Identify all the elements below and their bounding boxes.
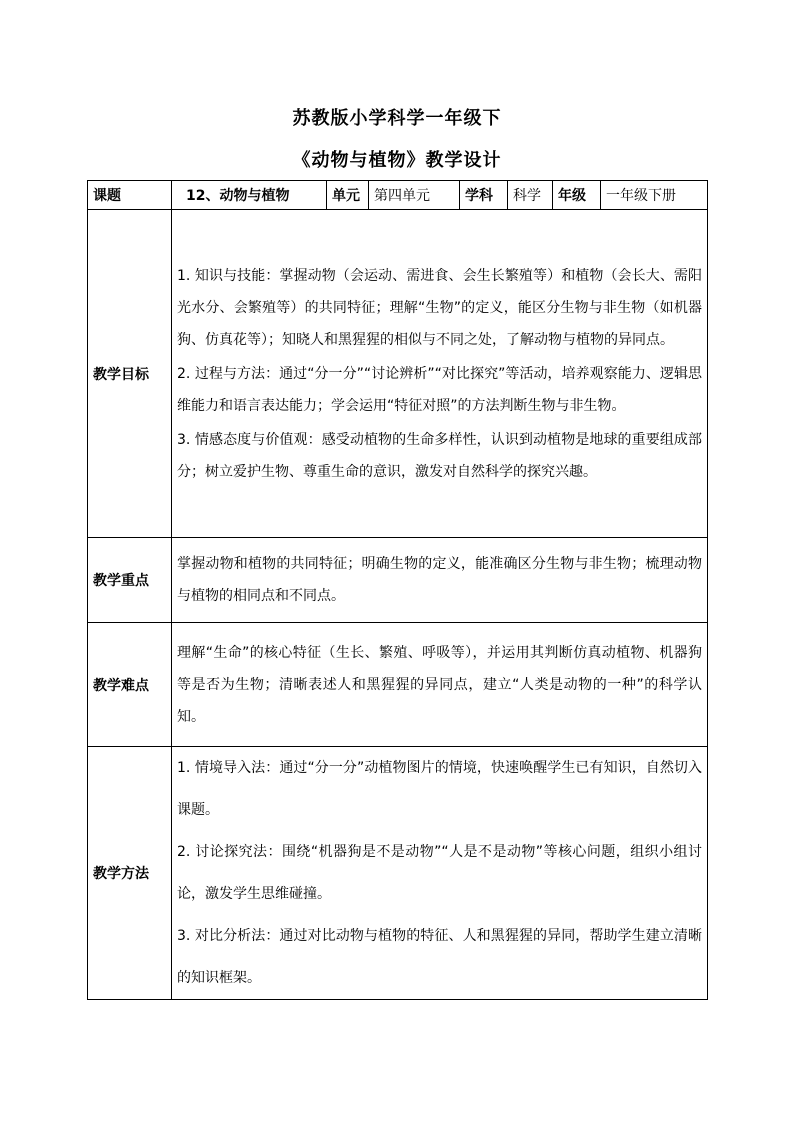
goals-attitude-text: 3. 情感态度与价值观：感受动植物的生命多样性，认识到动植物是地球的重要组成部分；树立爱护生物、尊重生命的意识，激发对自然科学的探究兴趣。 xyxy=(177,431,702,480)
unit-value: 第四单元 xyxy=(369,181,460,210)
goals-label: 教学目标 xyxy=(88,210,172,538)
unit-label: 单元 xyxy=(327,181,369,210)
goals-knowledge-text: 1. 知识与技能：掌握动物（会运动、需进食、会生长繁殖等）和植物（会长大、需阳光水分、会繁殖等）的共同特征；理解“生物”的定义，能区分生物与非生物（如机器狗、仿真花等）；知晓人和黑猩猩的相似与不同之处，了解动物与植物的异同点。 xyxy=(177,267,702,348)
goals-content xyxy=(172,210,708,538)
subject-value: 科学 xyxy=(508,181,553,210)
methods-comparison-text: 3. 对比分析法：通过对比动物与植物的特征、人和黑猩猩的异同，帮助学生建立清晰的知识框架。 xyxy=(177,928,702,986)
difficulties-text: 理解“生命”的核心特征（生长、繁殖、呼吸等），并运用其判断仿真动植物、机器狗等是否为生物；清晰表述人和黑猩猩的异同点，建立“人类是动物的一种”的科学认知。 xyxy=(177,644,702,725)
subject-label: 学科 xyxy=(460,181,508,210)
lesson-plan-table xyxy=(87,180,708,1000)
methods-content xyxy=(172,747,708,1000)
key-points-text: 掌握动物和植物的共同特征；明确生物的定义，能准确区分生物与非生物；梳理动物与植物的相同点和不同点。 xyxy=(177,556,702,604)
difficulties-label: 教学难点 xyxy=(88,623,172,747)
grade-label: 年级 xyxy=(553,181,601,210)
document-title: 苏教版小学科学一年级下 xyxy=(292,108,502,129)
key-points-row xyxy=(88,538,708,623)
lesson-label: 课题 xyxy=(88,181,172,210)
methods-situation-text: 1. 情境导入法：通过“分一分”动植物图片的情境，快速唤醒学生已有知识，自然切入课题。 xyxy=(177,760,702,818)
key-points-label: 教学重点 xyxy=(88,538,172,623)
header-row xyxy=(88,181,708,210)
difficulties-row xyxy=(88,623,708,747)
goals-process-text: 2. 过程与方法：通过“分一分”“讨论辨析”“对比探究”等活动，培养观察能力、逻辑思维能力和语言表达能力；学会运用“特征对照”的方法判断生物与非生物。 xyxy=(177,365,702,414)
key-points-content xyxy=(172,538,708,623)
goals-row xyxy=(88,210,708,538)
difficulties-content xyxy=(172,623,708,747)
methods-row xyxy=(88,747,708,1000)
methods-label: 教学方法 xyxy=(88,747,172,1000)
lesson-value: 12、动物与植物 xyxy=(172,181,327,210)
methods-discussion-text: 2. 讨论探究法：围绕“机器狗是不是动物”“人是不是动物”等核心问题，组织小组讨论，激发学生思维碰撞。 xyxy=(177,844,702,902)
document-subtitle: 《动物与植物》教学设计 xyxy=(292,150,502,171)
grade-value: 一年级下册 xyxy=(601,181,708,210)
